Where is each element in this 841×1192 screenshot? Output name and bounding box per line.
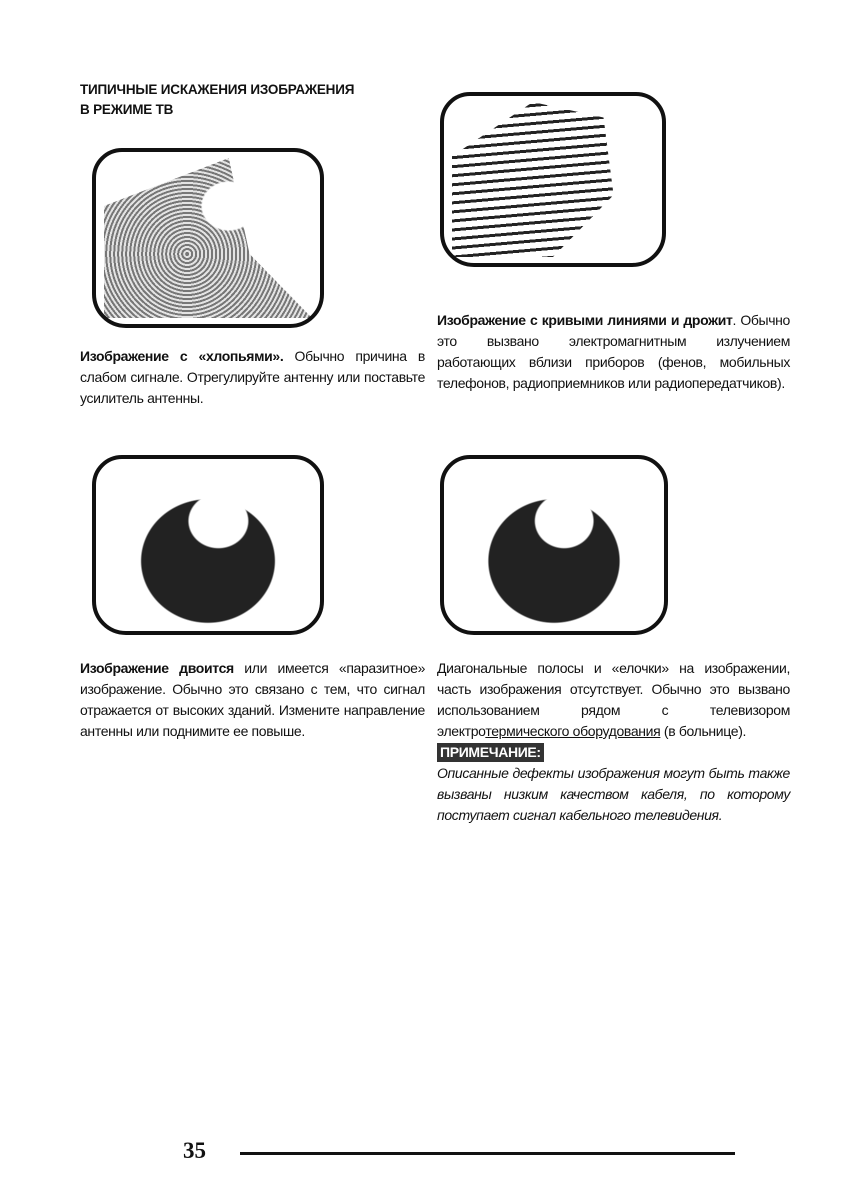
title-line-1: ТИПИЧНЫЕ ИСКАЖЕНИЯ ИЗОБРАЖЕНИЯ bbox=[80, 82, 355, 97]
caption-text: . Обычно это вызвано электромагнитным излучением работающих вблизи приборов (фенов, мобильных телефонов, радиоприемников или радиопередатчиков). bbox=[437, 312, 790, 391]
footer-rule bbox=[240, 1152, 735, 1155]
caption-text: или имеется «паразитное» изображение. Обычно это связано с тем, что сигнал отражается от высоких зданий. Измените направление антенны или поднимите ее повыше. bbox=[80, 660, 426, 739]
page-number: 35 bbox=[183, 1138, 206, 1163]
caption-tail: (в больнице). bbox=[660, 723, 747, 739]
page-title bbox=[80, 80, 354, 120]
title-line-2: В РЕЖИМЕ ТВ bbox=[80, 102, 174, 117]
tv-snow-image bbox=[92, 148, 324, 328]
tv-diagonal-image bbox=[440, 455, 668, 635]
caption-underlined: термического оборудования bbox=[485, 723, 661, 739]
caption-text: Диагональные полосы и «елочки» на изображении, часть изображения отсутствует. Обычно это вызвано использованием рядом с телевизором электро bbox=[437, 660, 790, 739]
caption-ghost bbox=[80, 658, 425, 742]
caption-snow bbox=[80, 346, 425, 409]
caption-heading: Изображение с кривыми линиями и дрожит bbox=[437, 312, 733, 328]
note-text: Описанные дефекты изображения могут быть также вызваны низким качеством кабеля, по которому поступает сигнал кабельного телевидения. bbox=[437, 765, 790, 823]
tv-ghost-image bbox=[92, 455, 324, 635]
caption-heading: Изображение двоится bbox=[80, 660, 234, 676]
caption-wavy bbox=[437, 310, 790, 394]
caption-text: Обычно причина в слабом сигнале. Отрегулируйте антенну или поставьте усилитель антенны. bbox=[80, 348, 425, 406]
tv-wavy-lines-image bbox=[440, 92, 666, 267]
caption-diagonal bbox=[437, 658, 790, 826]
note-label: ПРИМЕЧАНИЕ: bbox=[437, 743, 544, 762]
caption-heading: Изображение с «хлопьями». bbox=[80, 348, 284, 364]
